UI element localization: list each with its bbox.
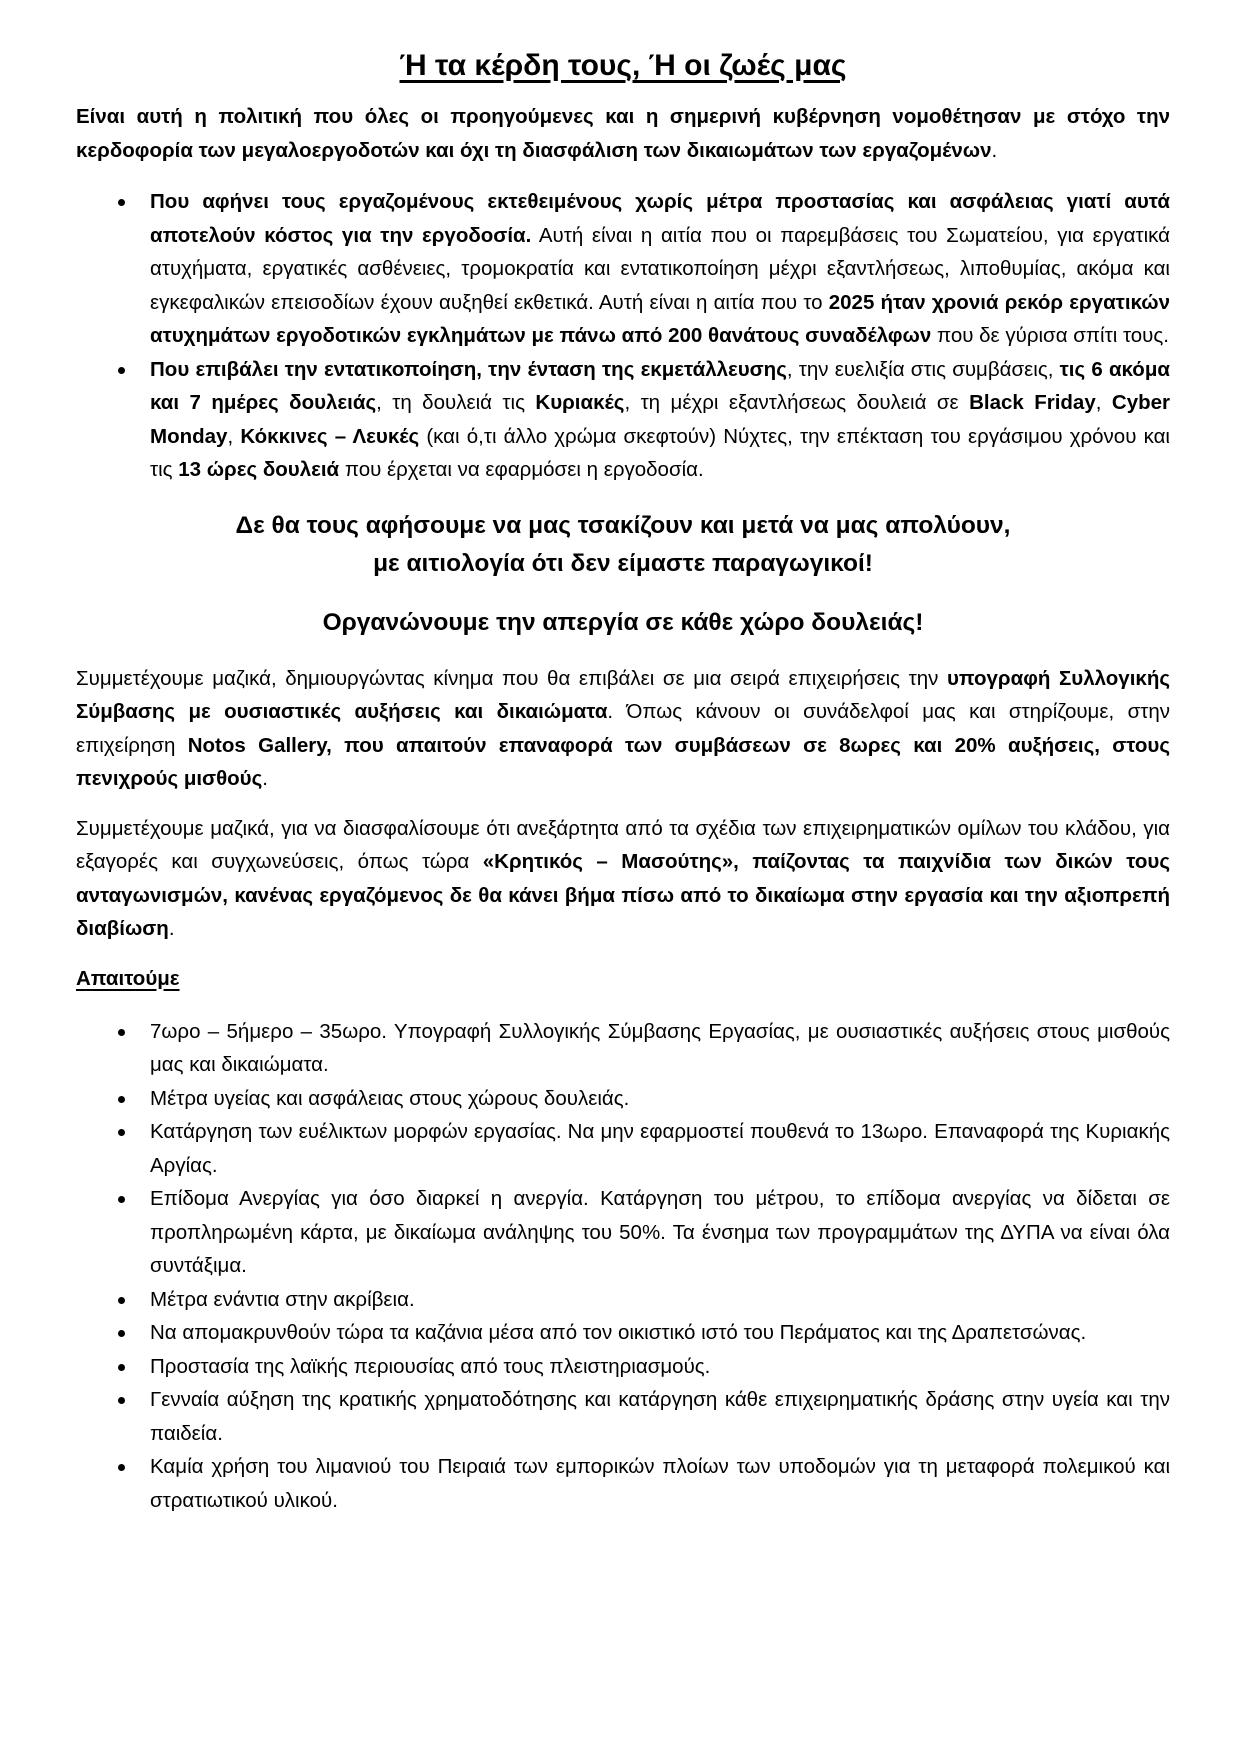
text: , τη μέχρι εξαντλήσεως δουλειά σε: [624, 391, 970, 414]
list-item: Κατάργηση των ευέλικτων μορφών εργασίας. Να μην εφαρμοστεί πουθενά το 13ωρο. Επαναφορά της Κυριακής Αργίας.: [150, 1115, 1170, 1182]
slogan-line-1: Δε θα τους αφήσουμε να μας τσακίζουν και μετά να μας απολύουν,: [235, 511, 1011, 539]
text: που δε γύρισα σπίτι τους.: [931, 324, 1169, 347]
intro-end: .: [991, 138, 998, 162]
page-title: Ή τα κέρδη τους, Ή οι ζωές μας: [399, 49, 847, 82]
list-item: Να απομακρυνθούν τώρα τα καζάνια μέσα από τον οικιστικό ιστό του Περάματος και της Δραπετσώνας.: [150, 1316, 1170, 1350]
slogan-line-2: με αιτιολογία ότι δεν είμαστε παραγωγικοί!: [373, 549, 873, 577]
bold-text: υπογραφή Συλλογικής Σύμβασης με ουσιαστικές αυξήσεις και δικαιώματα: [76, 666, 1170, 723]
bold-text: τις 6 ακόμα και 7 ημέρες δουλειάς: [150, 357, 1170, 414]
text: . Όπως κάνουν οι συνάδελφοί μας και στηρίζουμε, στην επιχείρηση: [76, 700, 1170, 757]
intro-paragraph: [76, 100, 1170, 167]
list-item: Μέτρα ενάντια στην ακρίβεια.: [150, 1283, 1170, 1317]
list-item: Επίδομα Ανεργίας για όσο διαρκεί η ανεργία. Κατάργηση του μέτρου, το επίδομα ανεργίας να δίδεται σε προπληρωμένη κάρτα, με δικαίωμα ανάληψης του 50%. Τα ένσημα των προγραμμάτων της ΔΥΠΑ να είναι όλα συντάξιμα.: [150, 1182, 1170, 1283]
list-item: [150, 185, 1170, 353]
list-item: 7ωρο – 5ήμερο – 35ωρο. Υπογραφή Συλλογικής Σύμβασης Εργασίας, με ουσιαστικές αυξήσεις στους μισθούς μας και δικαιώματα.: [150, 1015, 1170, 1082]
paragraph-collective-agreement: [76, 662, 1170, 796]
bold-text: Cyber Monday: [150, 391, 1170, 448]
text: ,: [1095, 391, 1112, 414]
problems-list: [76, 185, 1170, 487]
bold-text: 2025 ήταν χρονιά ρεκόρ εργατικών ατυχημάτων εργοδοτικών εγκλημάτων με πάνω από 200 θανάτους συναδέλφων: [150, 290, 1171, 347]
text: , τη δουλειά τις: [376, 391, 536, 414]
text: Αυτή είναι η αιτία που οι παρεμβάσεις του Σωματείου, για εργατικά ατυχήματα, εργατικές ασθένειες, τρομοκρατία και εντατικοποίηση μέχρι εξαντλήσεως, λιποθυμίας, ακόμα και εγκεφαλικών επεισοδίων έχουν αυξηθεί εκθετικά. Αυτή είναι η αιτία που το: [150, 223, 1170, 314]
bold-text: Που αφήνει τους εργαζομένους εκτεθειμένους χωρίς μέτρα προστασίας και ασφάλειας γιατί αυτά αποτελούν κόστος για την εργοδοσία.: [150, 190, 1170, 247]
text: ,: [227, 424, 241, 448]
bold-text: 13 ώρες δουλειά: [178, 458, 340, 481]
bold-text: Black Friday: [969, 391, 1096, 414]
list-item: Καμία χρήση του λιμανιού του Πειραιά των εμπορικών πλοίων των υποδομών για τη μεταφορά πολεμικού και στρατιωτικού υλικού.: [150, 1450, 1170, 1517]
document-page: [76, 46, 1170, 1517]
bold-text: «Κρητικός – Μασούτης», παίζοντας τα παιχνίδια των δικών τους ανταγωνισμών, κανένας εργαζόμενος δε θα κάνει βήμα πίσω από το δικαίωμα στην εργασία και την αξιοπρεπή διαβίωση: [76, 850, 1171, 940]
text: Συμμετέχουμε μαζικά, δημιουργώντας κίνημα που θα επιβάλει σε μια σειρά επιχειρήσεις την: [76, 666, 947, 690]
intro-text: Είναι αυτή η πολιτική που όλες οι προηγούμενες και η σημερινή κυβέρνηση νομοθέτησαν με στόχο την κερδοφορία των μεγαλοεργοδοτών και όχι τη διασφάλιση των δικαιωμάτων των εργαζομένων: [76, 105, 1170, 162]
text: (και ό,τι άλλο χρώμα σκεφτούν) Νύχτες, την επέκταση του εργάσιμου χρόνου και τις: [150, 424, 1170, 481]
bold-text: Κυριακές: [535, 391, 625, 414]
text: .: [168, 917, 175, 940]
list-item: Προστασία της λαϊκής περιουσίας από τους πλειστηριασμούς.: [150, 1350, 1170, 1384]
paragraph-mergers: [76, 812, 1170, 946]
slogan: [76, 507, 1170, 583]
bold-text: Notos Gallery, που απαιτούν επαναφορά των συμβάσεων σε 8ωρες και 20% αυξήσεις, στους πενιχρούς μισθούς: [76, 733, 1170, 790]
bold-text: Κόκκινες – Λευκές: [240, 424, 420, 448]
text: Συμμετέχουμε μαζικά, για να διασφαλίσουμε ότι ανεξάρτητα από τα σχέδια των επιχειρηματικών ομίλων του κλάδου, για εξαγορές και συγχωνεύσεις, όπως τώρα: [76, 816, 1170, 873]
text: που έρχεται να εφαρμόσει η εργοδοσία.: [339, 458, 704, 481]
demands-heading: Απαιτούμε: [76, 966, 180, 990]
text: .: [262, 767, 268, 790]
demands-list: [76, 1015, 1170, 1518]
list-item: Γενναία αύξηση της κρατικής χρηματοδότησης και κατάργηση κάθε επιχειρηματικής δράσης στην υγεία και την παιδεία.: [150, 1383, 1170, 1450]
bold-text: Που επιβάλει την εντατικοποίηση, την ένταση της εκμετάλλευσης: [150, 357, 787, 381]
text: , την ευελιξία στις συμβάσεις,: [786, 357, 1060, 381]
strike-slogan: Οργανώνουμε την απεργία σε κάθε χώρο δουλειάς!: [322, 608, 924, 636]
list-item: [150, 353, 1170, 487]
list-item: Μέτρα υγείας και ασφάλειας στους χώρους δουλειάς.: [150, 1082, 1170, 1116]
